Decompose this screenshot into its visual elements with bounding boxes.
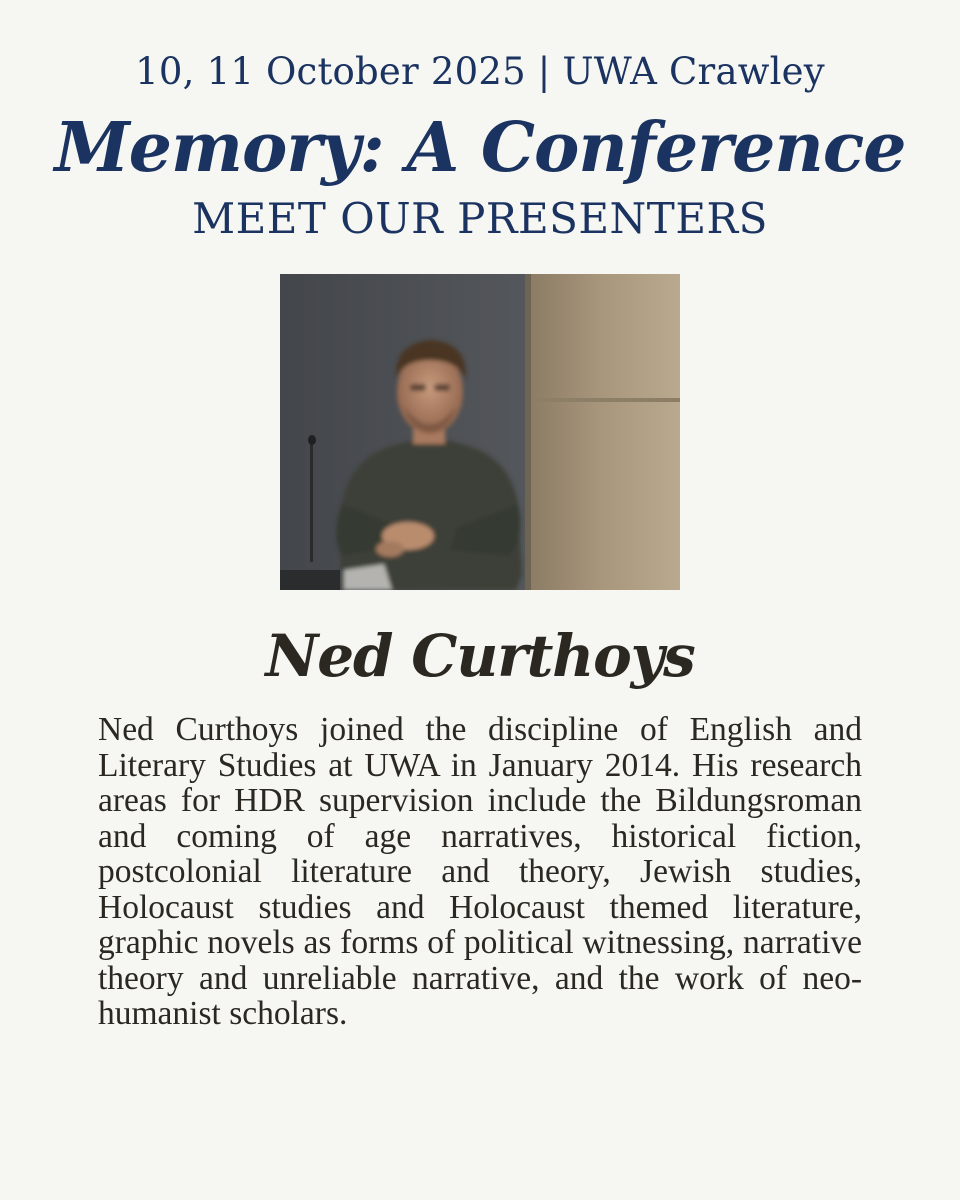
presenter-bio: Ned Curthoys joined the discipline of English and Literary Studies at UWA in January 2014. His research areas for HDR supervision include the Bildungsroman and coming of age narratives, historical fiction, postcolonial literature and theory, Jewish studies, Holocaust studies and Holocaust themed literature, graphic novels as forms of political witnessing, narrative theory and unreliable narrative, and the work of neo-humanist scholars. bbox=[98, 711, 862, 1032]
conference-title: Memory: A Conference bbox=[54, 108, 906, 188]
section-subtitle: MEET OUR PRESENTERS bbox=[192, 194, 768, 243]
presenter-photo bbox=[280, 274, 680, 590]
event-date-location: 10, 11 October 2025 | UWA Crawley bbox=[135, 50, 825, 93]
presenter-name: Ned Curthoys bbox=[265, 622, 695, 690]
